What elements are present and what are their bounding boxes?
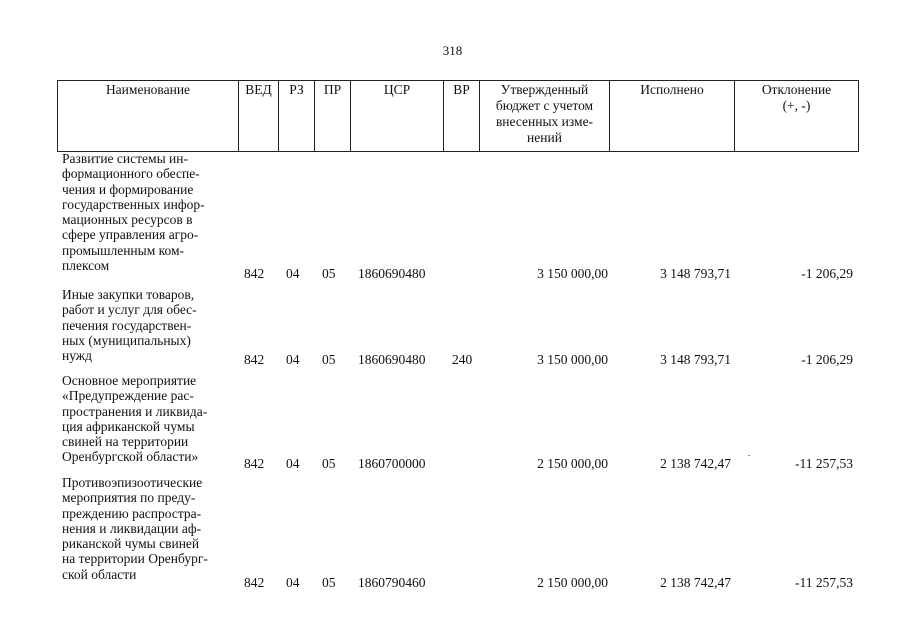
row-ved: 842 <box>244 265 265 281</box>
row-name-line: Основное мероприятие <box>62 373 197 388</box>
row-executed: 3 148 793,71 <box>660 351 731 367</box>
row-ved: 842 <box>244 351 265 367</box>
header-budget <box>480 81 610 152</box>
header-ved: ВЕД <box>239 81 279 152</box>
row-name-line: мационных ресурсов в <box>62 212 193 228</box>
row-deviation: -1 206,29 <box>801 351 853 367</box>
row-csr: 1860690480 <box>358 265 426 281</box>
header-budget-line: бюджет с учетом <box>495 98 594 113</box>
header-deviation <box>735 81 859 152</box>
row-vr: 240 <box>452 351 473 367</box>
row-name-line: «Предупреждение рас- <box>62 388 194 404</box>
row-pr: 05 <box>322 351 336 367</box>
row-budget: 2 150 000,00 <box>537 455 608 471</box>
row-name-line: пространения и ликвида- <box>62 403 208 419</box>
row-name-line: государственных инфор- <box>62 196 205 212</box>
row-name-line: формационного обеспе- <box>62 166 200 182</box>
header-budget-line: внесенных изме- <box>495 114 594 129</box>
row-name <box>62 475 237 582</box>
row-name-line: ция африканской чумы <box>62 418 195 434</box>
row-name-line: риканской чумы свиней <box>62 536 200 552</box>
header-deviation-line: (+, -) <box>782 98 811 113</box>
row-csr: 1860690480 <box>358 351 426 367</box>
table-row <box>0 475 905 590</box>
row-name <box>62 287 237 363</box>
row-name-line: Иные закупки товаров, <box>62 287 195 302</box>
row-pr: 05 <box>322 265 336 281</box>
row-name-line: Оренбургской области» <box>62 449 199 465</box>
row-executed: 2 138 742,47 <box>660 455 731 471</box>
row-deviation: -11 257,53 <box>795 455 853 471</box>
row-executed: 2 138 742,47 <box>660 574 731 590</box>
table-row <box>0 287 905 367</box>
row-budget: 2 150 000,00 <box>537 574 608 590</box>
row-name-line: плексом <box>62 258 110 274</box>
row-name-line: ской области <box>62 566 137 582</box>
row-executed: 3 148 793,71 <box>660 265 731 281</box>
row-deviation: -11 257,53 <box>795 574 853 590</box>
header-budget-line: Утвержденный <box>500 82 589 97</box>
row-name <box>62 373 237 465</box>
row-name-line: свиней на территории <box>62 434 189 450</box>
row-csr: 1860700000 <box>358 455 426 471</box>
row-name-line: промышленным ком- <box>62 242 185 258</box>
page-number: 318 <box>442 43 463 58</box>
table-row <box>0 373 905 471</box>
table-header <box>57 80 859 152</box>
row-ved: 842 <box>244 455 265 471</box>
row-name <box>62 151 237 273</box>
row-name-line: чения и формирование <box>62 181 194 197</box>
row-ved: 842 <box>244 574 265 590</box>
header-deviation-line: Отклонение <box>761 82 832 97</box>
row-name-line: Противоэпизоотические <box>62 475 203 490</box>
row-name-line: ных (муниципальных) <box>62 332 191 348</box>
header-budget-line: нений <box>527 130 562 145</box>
row-name-line: Развитие системы ин- <box>62 151 188 166</box>
row-name-line: нужд <box>62 348 92 364</box>
header-csr: ЦСР <box>351 81 444 152</box>
header-pr: ПР <box>315 81 351 152</box>
row-csr: 1860790460 <box>358 574 426 590</box>
row-pr: 05 <box>322 574 336 590</box>
header-name: Наименование <box>58 81 239 152</box>
table-row <box>0 151 905 281</box>
row-rz: 04 <box>286 351 300 367</box>
row-budget: 3 150 000,00 <box>537 351 608 367</box>
row-name-line: преждению распростра- <box>62 505 202 521</box>
header-executed: Исполнено <box>610 81 735 152</box>
row-name-line: мероприятия по преду- <box>62 490 196 506</box>
row-name-line: печения государствен- <box>62 317 192 333</box>
row-name-line: работ и услуг для обес- <box>62 302 197 318</box>
scan-speck <box>748 455 750 456</box>
row-budget: 3 150 000,00 <box>537 265 608 281</box>
row-rz: 04 <box>286 265 300 281</box>
header-vr: ВР <box>444 81 480 152</box>
row-pr: 05 <box>322 455 336 471</box>
row-deviation: -1 206,29 <box>801 265 853 281</box>
row-name-line: на территории Оренбург- <box>62 551 208 567</box>
row-rz: 04 <box>286 574 300 590</box>
row-rz: 04 <box>286 455 300 471</box>
row-name-line: нения и ликвидации аф- <box>62 520 202 536</box>
header-rz: РЗ <box>279 81 315 152</box>
row-name-line: сфере управления агро- <box>62 227 199 243</box>
